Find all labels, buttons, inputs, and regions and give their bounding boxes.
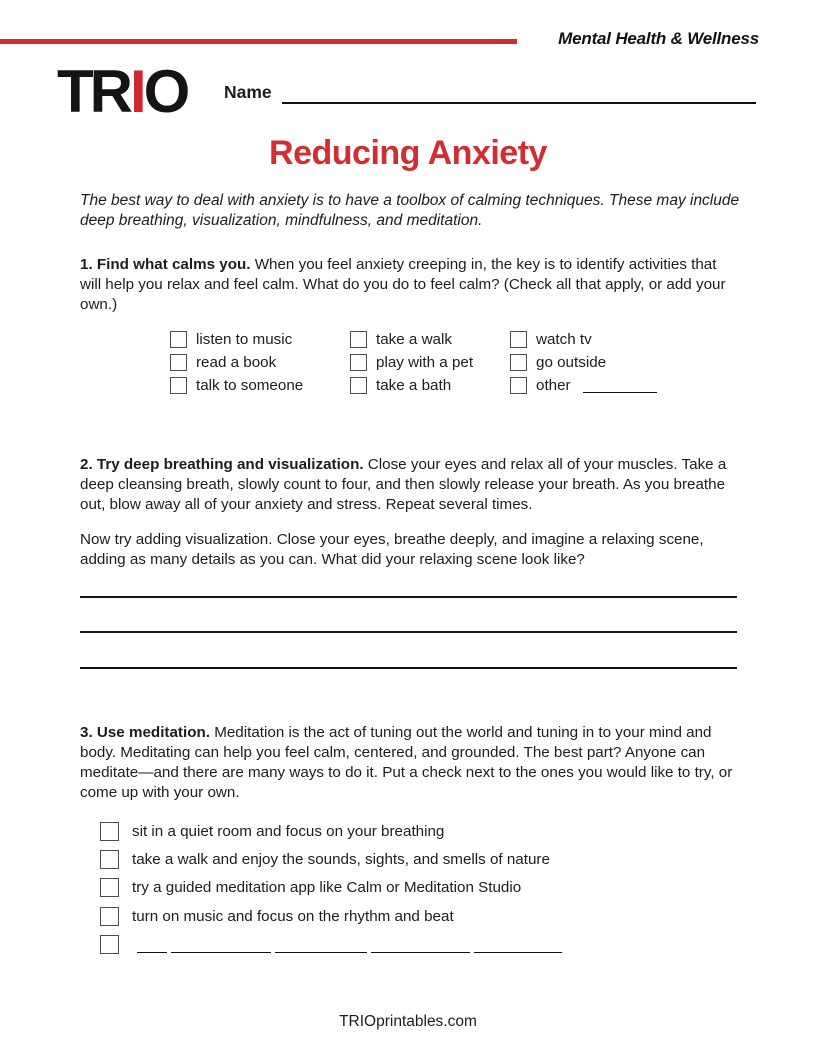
checkbox[interactable]	[170, 331, 187, 348]
checkbox-label: take a walk	[376, 331, 452, 348]
checkbox[interactable]	[100, 850, 119, 869]
calm-activities-column-2	[350, 328, 473, 397]
calm-activities-column-3	[510, 328, 657, 397]
checkbox-label: talk to someone	[196, 377, 304, 394]
checkbox[interactable]	[510, 354, 527, 371]
checkbox[interactable]	[100, 878, 119, 897]
category-label: Mental Health & Wellness	[558, 29, 759, 48]
checkbox-label: try a guided meditation app like Calm or Meditation Studio	[132, 879, 522, 897]
name-input-line[interactable]	[282, 80, 756, 104]
intro-text: The best way to deal with anxiety is to have a toolbox of calming techniques. These may include deep breathing, visualization, mindfulness, and meditation.	[80, 192, 740, 229]
section2-body: Close your eyes and relax all of your muscles. Take a deep cleansing breath, slowly count to four, and then slowly release your breath. As you breathe out, blow away all of your anxiety and stress. Repeat several times.	[80, 456, 727, 513]
writing-line[interactable]	[80, 631, 737, 633]
checkbox-item-go-outside	[510, 351, 657, 374]
checkbox-label: go outside	[536, 354, 607, 371]
section2-paragraph-2: Now try adding visualization. Close your eyes, breathe deeply, and imagine a relaxing scene, adding as many details as you can. What did your relaxing scene look like?	[80, 531, 704, 568]
logo-o: O	[143, 58, 187, 125]
checkbox-item-listen-to-music	[170, 328, 303, 351]
section3-heading: 3. Use meditation.	[80, 724, 210, 741]
writing-line[interactable]	[80, 667, 737, 669]
checkbox[interactable]	[510, 377, 527, 394]
line-segment	[275, 940, 367, 953]
checkbox[interactable]	[100, 935, 119, 954]
line-segment	[171, 940, 271, 953]
meditation-checklist	[100, 817, 562, 959]
checkbox-item-other	[510, 374, 657, 397]
calm-activities-column-1	[170, 328, 303, 397]
checkbox-item-walk-nature	[100, 845, 562, 873]
checkbox-label: take a bath	[376, 377, 452, 394]
section2-heading: 2. Try deep breathing and visualization.	[80, 456, 364, 473]
checkbox[interactable]	[350, 331, 367, 348]
writing-line[interactable]	[80, 596, 737, 598]
logo-i: I	[129, 58, 143, 125]
checkbox[interactable]	[100, 907, 119, 926]
other-input-line[interactable]	[583, 378, 657, 393]
logo-tr: TR	[57, 58, 129, 125]
checkbox-label: sit in a quiet room and focus on your breathing	[132, 822, 445, 840]
section3-paragraph	[80, 723, 738, 803]
checkbox-item-custom	[100, 931, 562, 959]
checkbox[interactable]	[100, 822, 119, 841]
checkbox-item-play-with-a-pet	[350, 351, 473, 374]
checkbox-label: play with a pet	[376, 354, 474, 371]
checkbox-item-watch-tv	[510, 328, 657, 351]
name-label: Name	[224, 82, 272, 102]
checkbox-item-music-rhythm	[100, 902, 562, 930]
checkbox[interactable]	[350, 354, 367, 371]
checkbox-item-take-a-bath	[350, 374, 473, 397]
checkbox-label: listen to music	[196, 331, 293, 348]
checkbox-label: other	[536, 377, 571, 394]
checkbox-item-talk-to-someone	[170, 374, 303, 397]
trio-logo	[57, 58, 187, 125]
section1-heading: 1. Find what calms you.	[80, 256, 251, 273]
checkbox[interactable]	[510, 331, 527, 348]
checkbox-item-take-a-walk	[350, 328, 473, 351]
checkbox-label: take a walk and enjoy the sounds, sights, and smells of nature	[132, 851, 550, 869]
name-field-row	[224, 80, 756, 104]
line-segment	[137, 940, 167, 953]
section2-paragraph	[80, 455, 738, 515]
section1-body: When you feel anxiety creeping in, the key is to identify activities that will help you relax and feel calm. What do you do to feel calm? (Check all that apply, or add your own.)	[80, 256, 726, 313]
checkbox-label: turn on music and focus on the rhythm and beat	[132, 907, 454, 925]
checkbox[interactable]	[170, 354, 187, 371]
checkbox[interactable]	[170, 377, 187, 394]
custom-input-line[interactable]	[137, 937, 562, 953]
section1-paragraph	[80, 255, 738, 315]
checkbox-label: watch tv	[536, 331, 592, 348]
checkbox-item-read-a-book	[170, 351, 303, 374]
line-segment	[371, 940, 470, 953]
checkbox-label: read a book	[196, 354, 277, 371]
section3-body: Meditation is the act of tuning out the world and tuning in to your mind and body. Meditating can help you feel calm, centered, and grounded. The best part? Anyone can meditate—and there are many ways to do it. Put a check next to the ones you would like to try, or come up with your own.	[80, 724, 733, 801]
checkbox-item-meditation-app	[100, 874, 562, 902]
footer-site-url: TRIOprintables.com	[339, 1013, 477, 1030]
checkbox[interactable]	[350, 377, 367, 394]
checkbox-item-quiet-room	[100, 817, 562, 845]
page-title: Reducing Anxiety	[269, 134, 547, 172]
header-accent-rule	[0, 39, 517, 44]
line-segment	[474, 940, 562, 953]
